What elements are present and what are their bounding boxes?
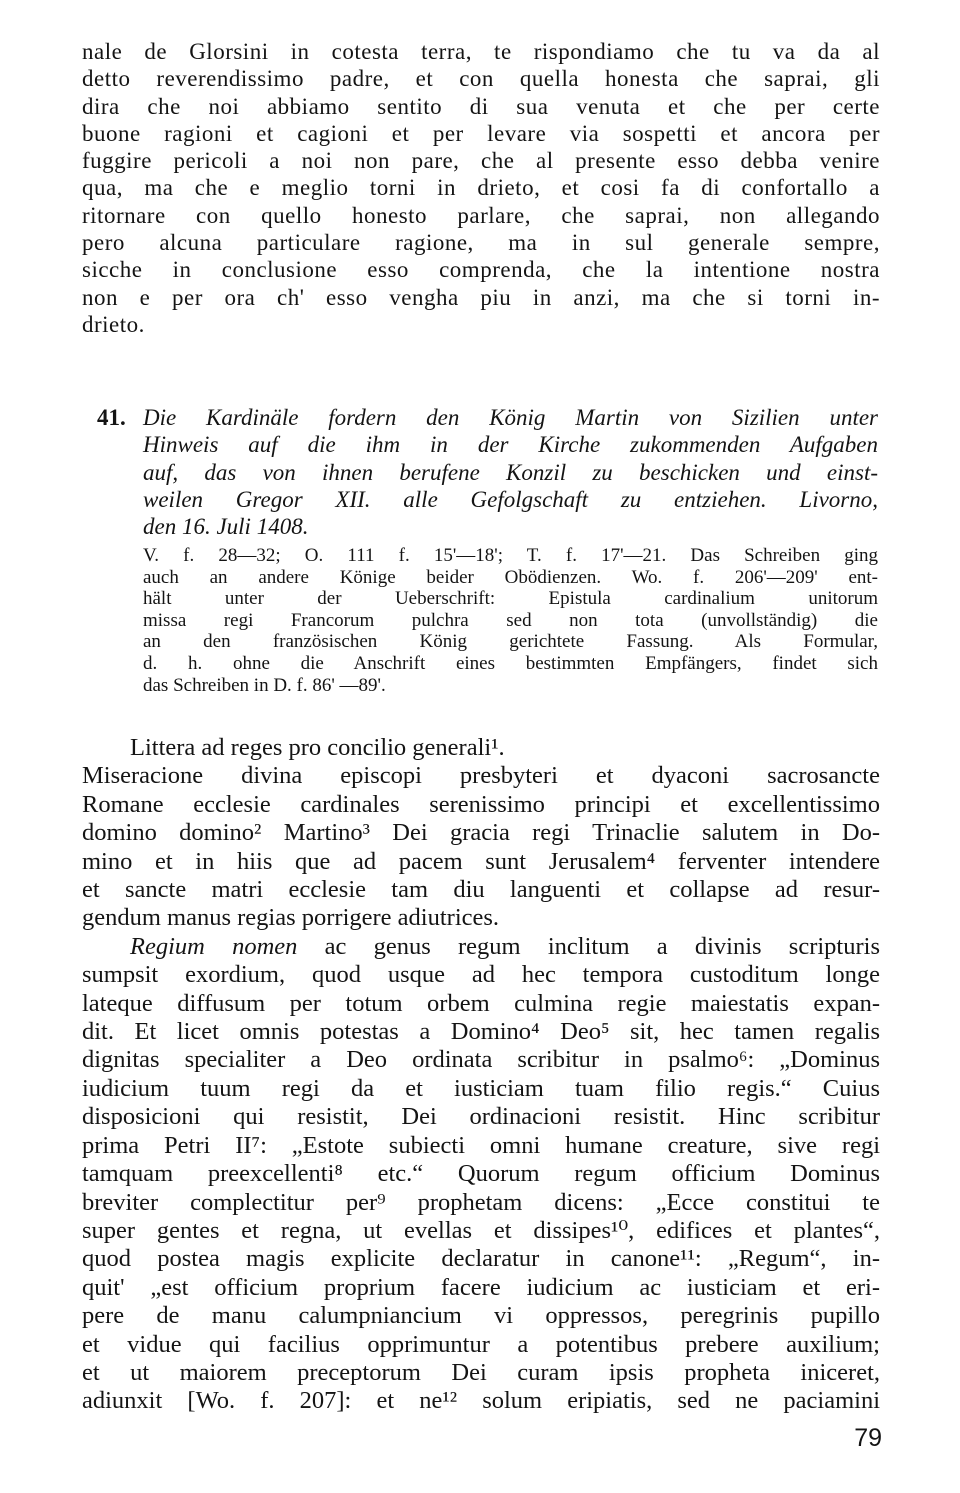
letter-line: et sancte matri ecclesie tam diu languenti et collapse ad resur- bbox=[82, 876, 880, 904]
reference-line: missa regi Francorum pulchra sed non tota (unvollständig) die bbox=[143, 609, 878, 631]
document-number: 41. bbox=[97, 405, 126, 430]
page-number: 79 bbox=[854, 1424, 882, 1452]
heading-line: auf, das von ihnen berufene Konzil zu beschicken und einst- bbox=[143, 459, 878, 485]
letter-line: adiunxit [Wo. f. 207]: et ne¹² solum eripiatis, sed ne paciamini bbox=[82, 1387, 880, 1415]
source-references bbox=[143, 545, 878, 696]
letter-line: quod postea magis explicite declaratur in canone¹¹: „Regum“, in- bbox=[82, 1245, 880, 1273]
heading-line: weilen Gregor XII. alle Gefolgschaft zu entziehen. Livorno, bbox=[143, 486, 878, 512]
letter-line: breviter complectitur per⁹ prophetam dicens: „Ecce constitui te bbox=[82, 1188, 880, 1216]
letter-line: sumpsit exordium, quod usque ad hec tempora custoditum longe bbox=[82, 961, 880, 989]
reference-line: auch an andere Könige beider Obödienzen. Wo. f. 206'—209' ent- bbox=[143, 566, 878, 588]
reference-line: an den französischen König gerichtete Fassung. Als Formular, bbox=[143, 631, 878, 653]
letter-line: gendum manus regias porrigere adiutrices. bbox=[82, 904, 500, 932]
italic-incipit: Regium nomen bbox=[130, 932, 298, 960]
text-line: ritornare con quello honesto parlare, che saprai, non allegando bbox=[82, 202, 880, 228]
letter-line: pere de manu calumpniancium vi oppressos, peregrinis pupillo bbox=[82, 1302, 880, 1330]
letter-line: Romane ecclesie cardinales serenissimo principi et excellentissimo bbox=[82, 790, 880, 818]
letter-line: domino domino² Martino³ Dei gracia regi Trinaclie salutem in Do- bbox=[82, 819, 880, 847]
heading-line: den 16. Juli 1408. bbox=[143, 514, 309, 540]
letter-line: mino et in hiis que ad pacem sunt Jerusalem⁴ ferventer intendere bbox=[82, 847, 880, 875]
text-line: fuggire pericoli a noi non pare, che al presente esso debba venire bbox=[82, 148, 880, 174]
letter-line: quit' „est officium proprium facere iudicium ac iusticiam et eri- bbox=[82, 1273, 880, 1301]
letter-line: prima Petri II⁷: „Estote subiecti omni humane creature, sive regi bbox=[82, 1131, 880, 1159]
reference-line: V. f. 28—32; O. 111 f. 15'—18'; T. f. 17'—21. Das Schreiben ging bbox=[143, 545, 878, 566]
text-line: pero alcuna particulare ragione, ma in sul generale sempre, bbox=[82, 230, 880, 256]
letter-line: tamquam preexcellenti⁸ etc.“ Quorum regum officium Dominus bbox=[82, 1160, 880, 1188]
reference-line: das Schreiben in D. f. 86' —89'. bbox=[143, 674, 386, 696]
document-heading bbox=[143, 404, 878, 540]
italian-paragraph bbox=[82, 38, 880, 338]
letter-line: dit. Et licet omnis potestas a Domino⁴ Deo⁵ sit, hec tamen regalis bbox=[82, 1018, 880, 1046]
text-line: non e per ora ch' esso vengha piu in anzi, ma che si torni in- bbox=[82, 284, 880, 310]
letter-line: et vidue qui facilius opprimuntur a potentibus prebere auxilium; bbox=[82, 1330, 880, 1358]
text-line: detto reverendissimo padre, et con quella honesta che saprai, gli bbox=[82, 66, 880, 92]
heading-line: Die Kardinäle fordern den König Martin von Sizilien unter bbox=[143, 405, 878, 430]
letter-line: disposicioni qui resistit, Dei ordinacioni resistit. Hinc scribitur bbox=[82, 1103, 880, 1131]
latin-letter bbox=[82, 734, 880, 1416]
letter-line: iudicium tuum regi da et iusticiam tuam filio regis.“ Cuius bbox=[82, 1074, 880, 1102]
heading-line: Hinweis auf die ihm in der Kirche zukommenden Aufgaben bbox=[143, 432, 878, 458]
letter-line: dignitas specialiter a Deo ordinata scribitur in psalmo⁶: „Dominus bbox=[82, 1046, 880, 1074]
text-line: buone ragioni et cagioni et per levare via sospetti et ancora per bbox=[82, 120, 880, 146]
reference-line: hält unter der Ueberschrift: Epistula cardinalium unitorum bbox=[143, 588, 878, 610]
text-line: qua, ma che e meglio torni in drieto, et cosi fa di confortallo a bbox=[82, 175, 880, 201]
letter-line: super gentes et regna, ut evellas et dissipes¹⁰, edifices et plantes“, bbox=[82, 1216, 880, 1244]
letter-title: Littera ad reges pro concilio generali¹. bbox=[130, 734, 505, 761]
text-line: sicche in conclusione esso comprenda, che la intentione nostra bbox=[82, 257, 880, 283]
text-line: dira che noi abbiamo sentito di sua venuta et che per certe bbox=[82, 93, 880, 119]
letter-line-rest: ac genus regum inclitum a divinis scripturis bbox=[297, 932, 880, 960]
letter-line: Miseracione divina episcopi presbyteri et dyaconi sacrosancte bbox=[82, 762, 880, 790]
letter-line: lateque diffusum per totum orbem culmina regie maiestatis expan- bbox=[82, 989, 880, 1017]
text-line: drieto. bbox=[82, 311, 145, 337]
reference-line: d. h. ohne die Anschrift eines bestimmten Empfängers, findet sich bbox=[143, 652, 878, 674]
letter-line bbox=[82, 933, 880, 961]
text-line: nale de Glorsini in cotesta terra, te rispondiamo che tu va da al bbox=[82, 39, 880, 64]
letter-line: et ut maiorem preceptorum Dei curam ipsis propheta iniceret, bbox=[82, 1358, 880, 1386]
